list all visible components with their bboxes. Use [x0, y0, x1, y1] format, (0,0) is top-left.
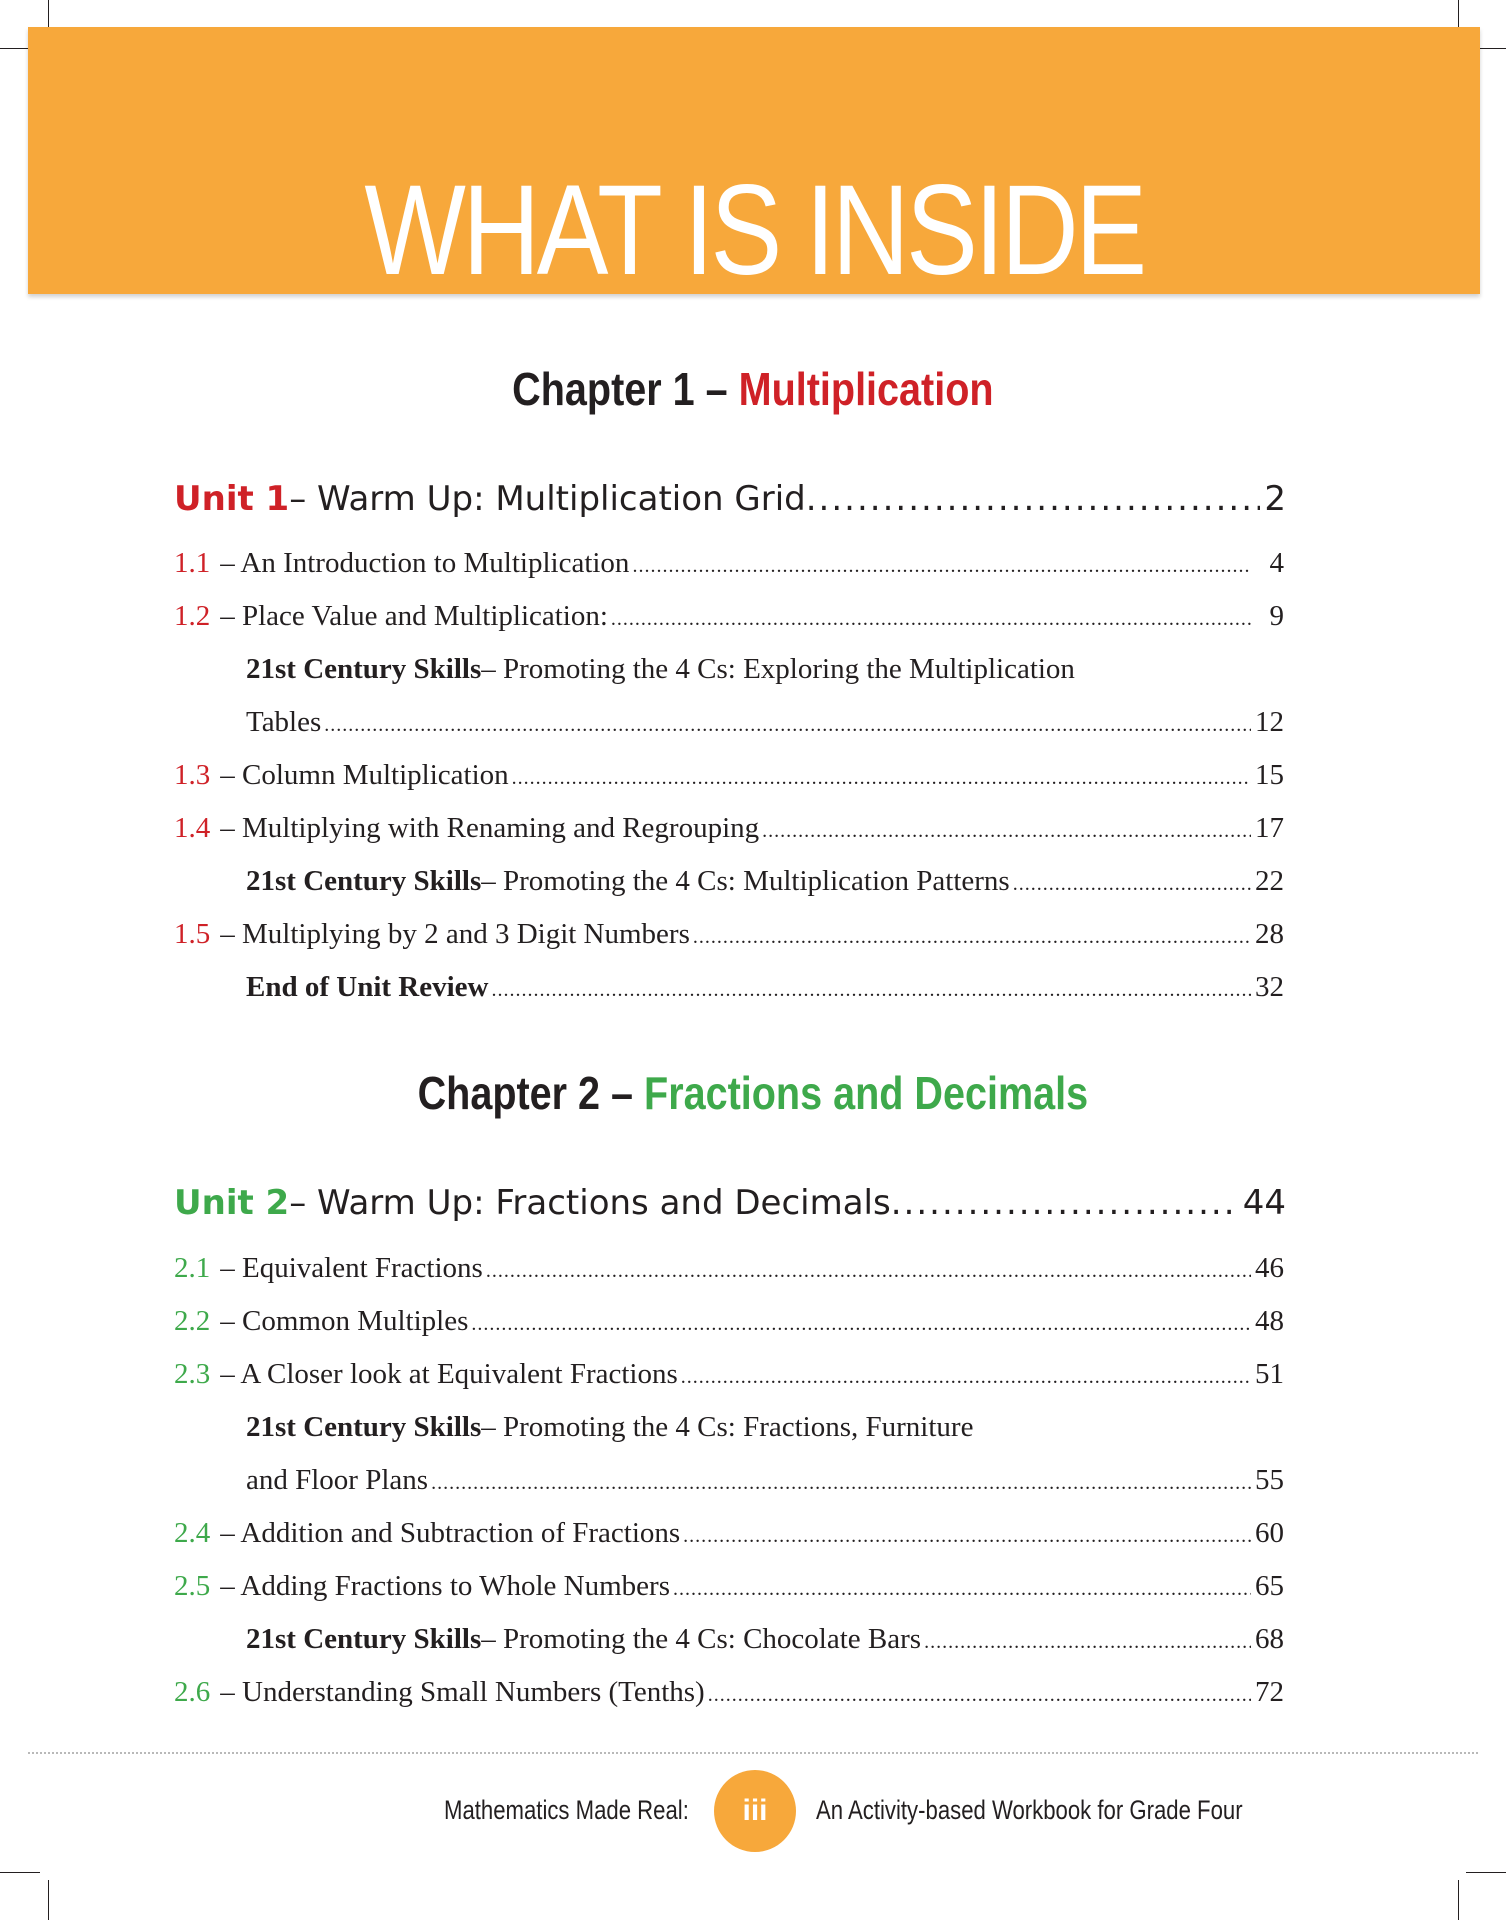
unit-1-row[interactable]: [174, 479, 1286, 519]
leader-dots: [431, 1473, 1251, 1493]
leader-dots: [491, 980, 1251, 1000]
chapter-2-prefix: Chapter 2 –: [417, 1067, 645, 1119]
entry-title: – Equivalent Fractions: [220, 1252, 483, 1284]
entry-page: 60: [1255, 1517, 1284, 1549]
entry-page: 28: [1255, 918, 1284, 950]
entry-title: – Addition and Subtraction of Fractions: [220, 1517, 681, 1549]
leader-dots: [512, 768, 1251, 788]
entry-title: – Column Multiplication: [220, 759, 509, 791]
toc-entry[interactable]: [174, 1572, 1284, 1601]
toc-entry[interactable]: [246, 1413, 1284, 1442]
entry-page: 65: [1255, 1570, 1284, 1602]
leader-dots: [471, 1314, 1251, 1334]
entry-page: 12: [1255, 706, 1284, 738]
leader-dots: [486, 1261, 1251, 1281]
chapter-1-prefix: Chapter 1 –: [512, 363, 739, 415]
toc-entry[interactable]: [174, 761, 1284, 790]
unit-2-label: Unit 2: [174, 1183, 290, 1223]
leader-dots: [806, 482, 1261, 516]
toc-entry[interactable]: [246, 1625, 1284, 1654]
entry-title: – Understanding Small Numbers (Tenths): [220, 1676, 705, 1708]
entry-title: – Promoting the 4 Cs: Exploring the Multiplication: [481, 653, 1075, 685]
footer-book-title: Mathematics Made Real:: [444, 1795, 689, 1825]
entry-page: 4: [1269, 547, 1284, 579]
toc-entry[interactable]: [246, 867, 1284, 896]
entry-title: – Multiplying with Renaming and Regrouping: [220, 812, 760, 844]
entry-title: – Promoting the 4 Cs: Chocolate Bars: [481, 1623, 922, 1655]
leader-dots: [762, 821, 1251, 841]
chapter-1-name: Multiplication: [738, 363, 994, 415]
unit-2-row[interactable]: [174, 1183, 1286, 1223]
footer-divider: [28, 1752, 1478, 1754]
entry-page: 9: [1269, 600, 1284, 632]
entry-page: 46: [1255, 1252, 1284, 1284]
entry-title: – Common Multiples: [220, 1305, 469, 1337]
entry-title: Tables: [246, 706, 322, 738]
entry-title: – Multiplying by 2 and 3 Digit Numbers: [220, 918, 690, 950]
entry-title: – Adding Fractions to Whole Numbers: [220, 1570, 670, 1602]
entry-number: 1.2: [174, 600, 211, 632]
crop-mark: [1458, 1880, 1459, 1920]
crop-mark: [0, 1872, 40, 1873]
entry-number: 2.3: [174, 1358, 211, 1390]
leader-dots: [632, 556, 1251, 576]
entry-skill-label: 21st Century Skills: [246, 653, 482, 685]
entry-review-label: End of Unit Review: [246, 971, 489, 1003]
leader-dots: [891, 1186, 1239, 1220]
entry-title: – Promoting the 4 Cs: Multiplication Patterns: [481, 865, 1010, 897]
leader-dots: [1013, 874, 1251, 894]
leader-dots: [324, 715, 1251, 735]
unit-1-title: – Warm Up: Multiplication Grid: [289, 479, 806, 519]
toc-entry[interactable]: [174, 920, 1284, 949]
entry-skill-label: 21st Century Skills: [246, 865, 482, 897]
page-number: iii: [742, 1794, 768, 1827]
entry-page: 15: [1255, 759, 1284, 791]
leader-dots: [708, 1685, 1251, 1705]
toc-entry[interactable]: [174, 1678, 1284, 1707]
entry-title: – Place Value and Multiplication:: [220, 600, 608, 632]
leader-dots: [693, 927, 1251, 947]
entry-skill-label: 21st Century Skills: [246, 1623, 482, 1655]
entry-number: 2.5: [174, 1570, 211, 1602]
leader-dots: [673, 1579, 1251, 1599]
crop-mark: [1466, 1872, 1506, 1873]
entry-number: 1.1: [174, 547, 211, 579]
entry-page: 72: [1255, 1676, 1284, 1708]
entry-number: 1.3: [174, 759, 211, 791]
entry-number: 1.4: [174, 812, 211, 844]
entry-page: 17: [1255, 812, 1284, 844]
unit-1-label: Unit 1: [174, 479, 290, 519]
entry-number: 1.5: [174, 918, 211, 950]
title-banner: [28, 27, 1480, 302]
entry-number: 2.4: [174, 1517, 211, 1549]
unit-1-page: 2: [1264, 479, 1286, 519]
page-title: WHAT IS INSIDE: [364, 159, 1144, 302]
chapter-2-name: Fractions and Decimals: [644, 1067, 1089, 1119]
page-number-badge: [714, 1770, 796, 1852]
entry-number: 2.6: [174, 1676, 211, 1708]
footer-book-subtitle: An Activity-based Workbook for Grade Four: [816, 1795, 1243, 1825]
entry-number: 2.2: [174, 1305, 211, 1337]
toc-entry[interactable]: [174, 602, 1284, 631]
entry-page: 48: [1255, 1305, 1284, 1337]
entry-title: – Promoting the 4 Cs: Fractions, Furniture: [481, 1411, 974, 1443]
entry-title: – A Closer look at Equivalent Fractions: [220, 1358, 678, 1390]
toc-entry[interactable]: [246, 973, 1284, 1002]
entry-title: and Floor Plans: [246, 1464, 429, 1496]
unit-2-title: – Warm Up: Fractions and Decimals: [289, 1183, 891, 1223]
leader-dots: [681, 1367, 1251, 1387]
toc-entry[interactable]: [246, 655, 1284, 684]
entry-skill-label: 21st Century Skills: [246, 1411, 482, 1443]
entry-page: 55: [1255, 1464, 1284, 1496]
toc-entry-continuation[interactable]: [246, 708, 1284, 737]
toc-entry[interactable]: [174, 1307, 1284, 1336]
entry-page: 22: [1255, 865, 1284, 897]
entry-page: 32: [1255, 971, 1284, 1003]
unit-2-page: 44: [1242, 1183, 1286, 1223]
leader-dots: [683, 1526, 1251, 1546]
entry-page: 51: [1255, 1358, 1284, 1390]
toc-entry[interactable]: [174, 1360, 1284, 1389]
entry-title: – An Introduction to Multiplication: [220, 547, 630, 579]
leader-dots: [611, 609, 1251, 629]
toc-entry[interactable]: [174, 549, 1284, 578]
chapter-1-heading: [0, 363, 1506, 415]
toc-entry[interactable]: [174, 1519, 1284, 1548]
crop-mark: [48, 1880, 49, 1920]
chapter-2-heading: [0, 1067, 1506, 1119]
toc-entry[interactable]: [174, 814, 1284, 843]
entry-page: 68: [1255, 1623, 1284, 1655]
toc-entry-continuation[interactable]: [246, 1466, 1284, 1495]
toc-entry[interactable]: [174, 1254, 1284, 1283]
entry-number: 2.1: [174, 1252, 211, 1284]
leader-dots: [924, 1632, 1251, 1652]
